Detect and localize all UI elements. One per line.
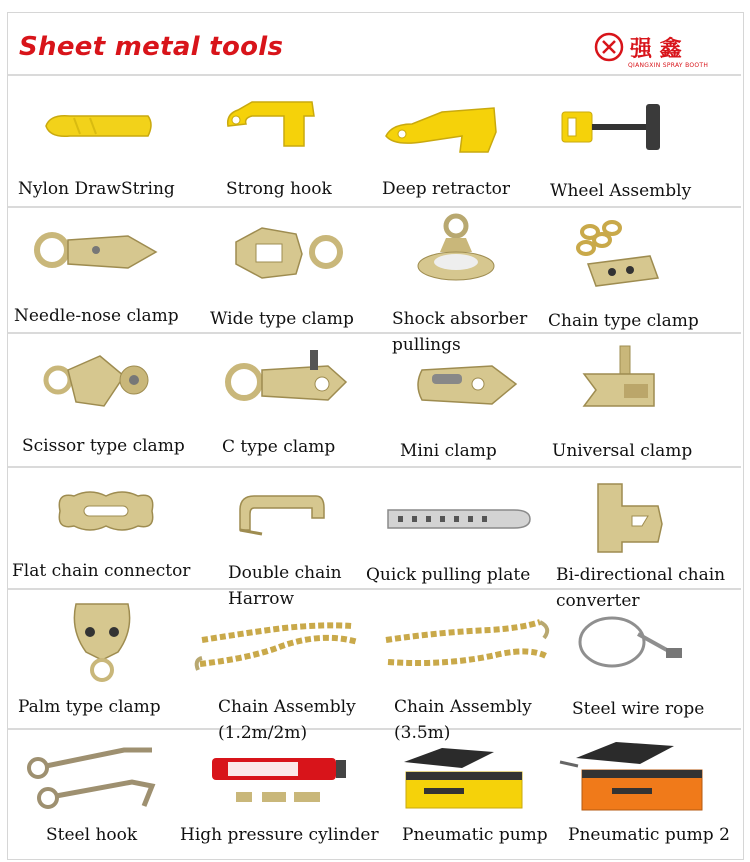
double-hook-icon: [232, 490, 328, 540]
universal-clamp-icon: [580, 344, 660, 418]
row-divider: [8, 466, 741, 468]
row-divider: [8, 74, 741, 76]
tool-label: Deep retractor: [382, 179, 511, 199]
tool-label: Universal clamp: [552, 441, 693, 461]
bi-converter-icon: [592, 480, 668, 556]
shock-absorber-icon: [410, 212, 500, 288]
tool-label: Palm type clamp: [18, 697, 161, 717]
wire-rope-icon: [574, 608, 688, 672]
logo-chinese-text: 强 鑫: [630, 37, 682, 62]
tool-label: Needle-nose clamp: [14, 306, 179, 326]
tool-label: Strong hook: [226, 179, 332, 199]
tool-label: Chain Assembly (3.5m): [394, 697, 532, 743]
ring-clamp-icon: [32, 226, 162, 282]
tool-label: Quick pulling plate: [366, 565, 531, 585]
tool-label: Nylon DrawString: [18, 179, 175, 199]
catalog-header: [7, 12, 742, 74]
page-title: Sheet metal tools: [19, 32, 284, 62]
ring-clamp-icon: [232, 222, 352, 284]
tool-label: Wide type clamp: [210, 309, 354, 329]
tool-label: Chain Assembly (1.2m/2m): [218, 697, 356, 743]
tool-label: Chain type clamp: [548, 311, 699, 331]
row-divider: [8, 206, 741, 208]
pump-yellow-icon: [398, 742, 528, 818]
tool-label: Pneumatic pump 2: [568, 825, 730, 845]
tool-label: Bi-directional chain converter: [556, 565, 726, 611]
yellow-hook-icon: [222, 96, 322, 156]
chain-clamp-icon: [568, 220, 668, 294]
mini-clamp-icon: [412, 360, 522, 410]
flat-connector-icon: [50, 486, 162, 536]
brand-logo: [594, 30, 714, 74]
tool-label: Shock absorber pullings: [392, 309, 528, 355]
ring-clamp-icon: [222, 348, 352, 414]
logo-english-text: QIANGXIN SPRAY BOOTH: [628, 62, 709, 69]
pulling-plate-icon: [384, 504, 534, 534]
tool-label: Double chain Harrow: [228, 563, 342, 609]
tool-label: Mini clamp: [400, 441, 497, 461]
tool-label: Pneumatic pump: [402, 825, 548, 845]
tool-label: Wheel Assembly: [550, 181, 692, 201]
tool-label: Flat chain connector: [12, 561, 191, 581]
tool-label: High pressure cylinder: [180, 825, 379, 845]
chain-icon: [192, 614, 366, 676]
cylinder-icon: [208, 752, 348, 812]
tool-label: Scissor type clamp: [22, 436, 185, 456]
logo-mark-icon: [594, 32, 624, 62]
yellow-retractor-icon: [382, 102, 502, 158]
pump-orange-icon: [556, 736, 712, 820]
tool-label: C type clamp: [222, 437, 336, 457]
chain-icon: [380, 614, 554, 676]
wheel-assembly-icon: [560, 100, 670, 154]
tool-label: Steel wire rope: [572, 699, 705, 719]
scissor-clamp-icon: [40, 350, 160, 420]
steel-hook-icon: [26, 742, 166, 812]
nylon-strap-icon: [40, 106, 158, 142]
tool-label: Steel hook: [46, 825, 138, 845]
palm-clamp-icon: [68, 600, 138, 684]
